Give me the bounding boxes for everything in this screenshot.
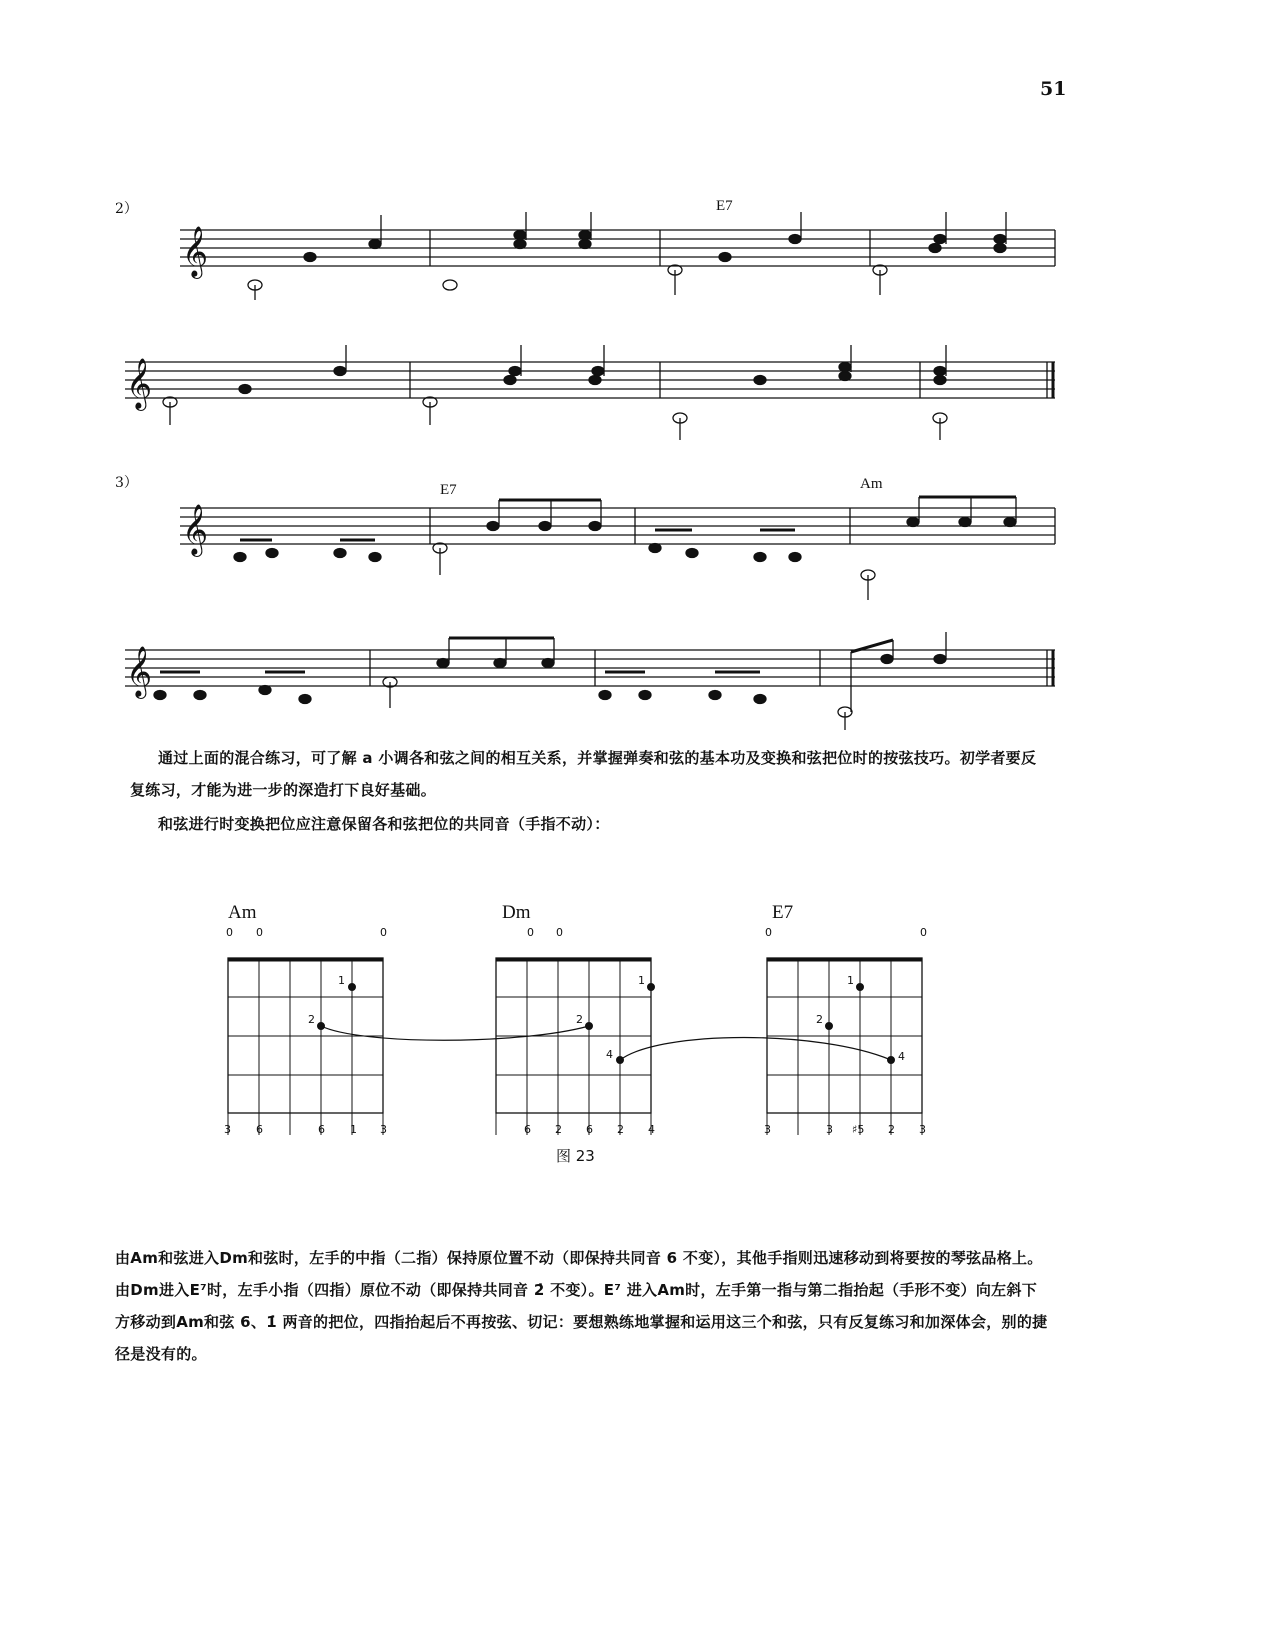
svg-text:2: 2 bbox=[308, 1013, 315, 1026]
svg-text:3: 3 bbox=[380, 1123, 387, 1136]
svg-text:0: 0 bbox=[920, 926, 927, 939]
staff-2 bbox=[125, 345, 1055, 440]
chord-diagram-e7-title: E7 bbox=[772, 902, 794, 923]
chord-diagram-am-title: Am bbox=[228, 902, 257, 923]
svg-text:2: 2 bbox=[888, 1123, 895, 1136]
svg-text:6: 6 bbox=[586, 1123, 593, 1136]
svg-text:6: 6 bbox=[256, 1123, 263, 1136]
svg-text:0: 0 bbox=[256, 926, 263, 939]
svg-text:0: 0 bbox=[527, 926, 534, 939]
svg-text:3: 3 bbox=[826, 1123, 833, 1136]
chord-label-e7: E7 bbox=[440, 482, 457, 498]
svg-text:0: 0 bbox=[556, 926, 563, 939]
svg-text:𝄞: 𝄞 bbox=[182, 504, 209, 555]
page-number: 51 bbox=[1040, 78, 1067, 100]
figure-caption: 图 23 bbox=[556, 1147, 595, 1165]
svg-text:3: 3 bbox=[224, 1123, 231, 1136]
svg-text:1: 1 bbox=[338, 974, 345, 987]
svg-text:0: 0 bbox=[226, 926, 233, 939]
chord-label-am: Am bbox=[860, 476, 883, 492]
svg-text:𝄞: 𝄞 bbox=[182, 226, 209, 277]
svg-text:1: 1 bbox=[638, 974, 645, 987]
staff-3 bbox=[180, 497, 1055, 600]
chord-diagram-am bbox=[224, 926, 387, 1136]
example-3-label: 3） bbox=[115, 475, 138, 491]
music-notation bbox=[0, 0, 1275, 740]
chord-diagrams bbox=[0, 920, 1275, 1150]
svg-text:𝄞: 𝄞 bbox=[126, 358, 153, 409]
chord-label-e7: E7 bbox=[716, 198, 733, 214]
svg-text:2: 2 bbox=[816, 1013, 823, 1026]
svg-text:2: 2 bbox=[555, 1123, 562, 1136]
example-2-label: 2） bbox=[115, 201, 138, 217]
svg-text:6: 6 bbox=[318, 1123, 325, 1136]
svg-text:1: 1 bbox=[847, 974, 854, 987]
chord-diagram-dm-title: Dm bbox=[502, 902, 531, 923]
paragraph-common-tone: 和弦进行时变换把位应注意保留各和弦把位的共同音（手指不动）： bbox=[158, 815, 610, 833]
paragraph-explanation: 由Am和弦进入Dm和弦时，左手的中指（二指）保持原位置不动（即保持共同音 6 不变），其他手指则迅速移动到将要按的琴弦品格上。由Dm进入E⁷时，左手小指（四指）原位不动（即保持共同音 2̇ 不变）。E⁷ 进入Am时，左手第一指与第二指抬起（手形不变）向左斜下方移动到Am和弦 6、1̇ 两音的把位，四指抬起后不再按弦、切记：要想熟练地掌握和运用这三个和弦，只有反复练习和加深体会，别的捷径是没有的。 bbox=[115, 1249, 1048, 1363]
paragraph-intro: 通过上面的混合练习，可了解 a 小调各和弦之间的相互关系，并掌握弹奏和弦的基本功及变换和弦把位时的按弦技巧。初学者要反复练习，才能为进一步的深造打下良好基础。 bbox=[130, 749, 1037, 799]
svg-text:6: 6 bbox=[524, 1123, 531, 1136]
svg-text:0: 0 bbox=[765, 926, 772, 939]
chord-diagram-e7 bbox=[620, 926, 927, 1136]
svg-text:3: 3 bbox=[919, 1123, 926, 1136]
svg-text:1: 1 bbox=[350, 1123, 357, 1136]
svg-text:4: 4 bbox=[606, 1048, 613, 1061]
staff-1 bbox=[180, 212, 1055, 300]
svg-text:2: 2 bbox=[617, 1123, 624, 1136]
svg-text:2: 2 bbox=[576, 1013, 583, 1026]
staff-4 bbox=[125, 632, 1055, 730]
svg-text:♯5: ♯5 bbox=[852, 1123, 865, 1136]
svg-text:3: 3 bbox=[764, 1123, 771, 1136]
svg-text:4: 4 bbox=[898, 1050, 905, 1063]
svg-text:4: 4 bbox=[648, 1123, 655, 1136]
svg-text:𝄞: 𝄞 bbox=[126, 646, 153, 697]
svg-text:0: 0 bbox=[380, 926, 387, 939]
